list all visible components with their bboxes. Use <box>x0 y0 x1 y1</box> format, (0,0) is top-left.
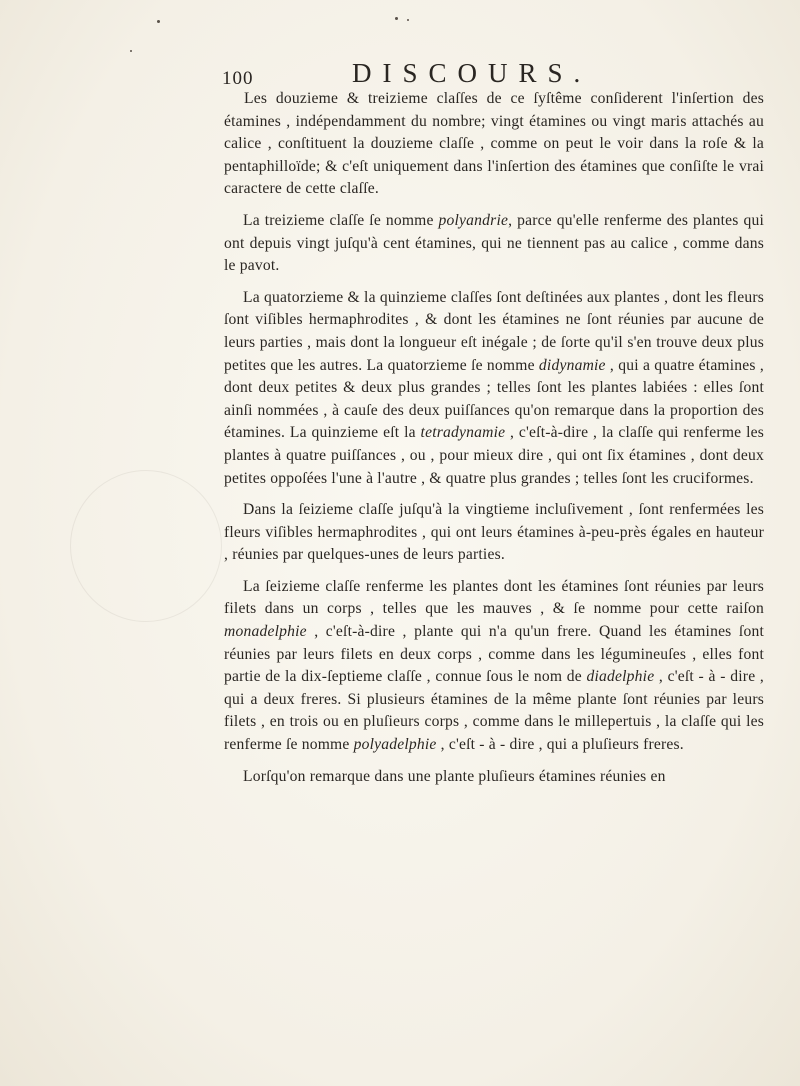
running-title: DISCOURS. <box>352 58 592 88</box>
ink-spot <box>157 20 160 23</box>
page-number: 100 <box>222 68 254 89</box>
botanical-term: tetradynamie <box>420 424 506 442</box>
paragraph: La treizieme claſſe ſe nomme polyandrie, parce qu'elle renferme des plantes qui ont depuis vingt juſqu'à cent étamines, qui ne tiennent pas au calice , comme dans le pavot. <box>224 211 764 275</box>
paragraph: La ſeizieme claſſe renferme les plantes dont les étamines ſont réunies par leurs filets dans un corps , telles que les mauves , & ſe nomme pour cette raiſon monadelphie , c'eſt-à-dire , plante qui n'a qu'un frere. Quand les étamines ſont réunies par leurs filets en deux corps , comme dans les légumineuſes , elles font partie de la dix-ſeptieme claſſe , connue ſous le nom de diadelphie , c'eſt - à - dire , qui a deux freres. Si plusieurs étamines de la même plante ſont réunies par leurs filets , en trois ou en pluſieurs corps , comme dans le millepertuis , la claſſe qui les renferme ſe nomme polyadelphie , c'eſt - à - dire , qui a pluſieurs freres. <box>224 577 765 754</box>
body-text <box>224 88 764 788</box>
botanical-term: diadelphie <box>586 668 655 686</box>
ink-spot <box>395 17 398 20</box>
paragraph: Lorſqu'on remarque dans une plante pluſieurs étamines réunies en <box>243 767 666 785</box>
botanical-term: didynamie <box>538 356 606 374</box>
botanical-term: monadelphie <box>224 623 307 641</box>
paragraph: Les douzieme & treizieme claſſes de ce ſyſtême conſiderent l'inſertion des étamines , indépendamment du nombre; vingt étamines ou vingt maris attachés au calice , conſtituent la douzieme claſſe , comme on peut le voir dans la roſe & la pentaphilloïde; & c'eſt uniquement dans l'inſertion des étamines que conſiſte le vrai caractere de cette claſſe. <box>224 90 764 198</box>
paragraph: La quatorzieme & la quinzieme claſſes ſont deſtinées aux plantes , dont les fleurs ſont viſibles hermaphrodites , & dont les étamines ne ſont réunies par aucune de leurs parties , mais dont la longueur eſt inégale ; de ſorte qu'il s'en trouve deux plus petites que les autres. La quatorzieme ſe nomme didynamie , qui a quatre étamines , dont deux petites & deux plus grandes ; telles ſont les plantes labiées : elles ſont ainſi nommées , à cauſe des deux puiſſances qu'on remarque dans la proportion des étamines. La quinzieme eſt la tetradynamie , c'eſt-à-dire , la claſſe qui renferme les plantes à quatre puiſſances , ou , pour mieux dire , qui ont ſix étamines , dont deux petites oppoſées l'une à l'autre , & quatre plus grandes ; telles ſont les cruciformes. <box>224 288 764 487</box>
botanical-term: polyandrie <box>438 211 509 229</box>
show-through-stain <box>70 470 222 622</box>
botanical-term: polyadelphie <box>353 736 437 754</box>
ink-spot <box>407 19 409 21</box>
paragraph: Dans la ſeizieme claſſe juſqu'à la vingtieme incluſivement , ſont renfermées les fleurs viſibles hermaphrodites , qui ont leurs étamines à-peu-près égales en hauteur , réunies par quelques-unes de leurs parties. <box>224 501 764 564</box>
ink-spot <box>130 50 132 52</box>
